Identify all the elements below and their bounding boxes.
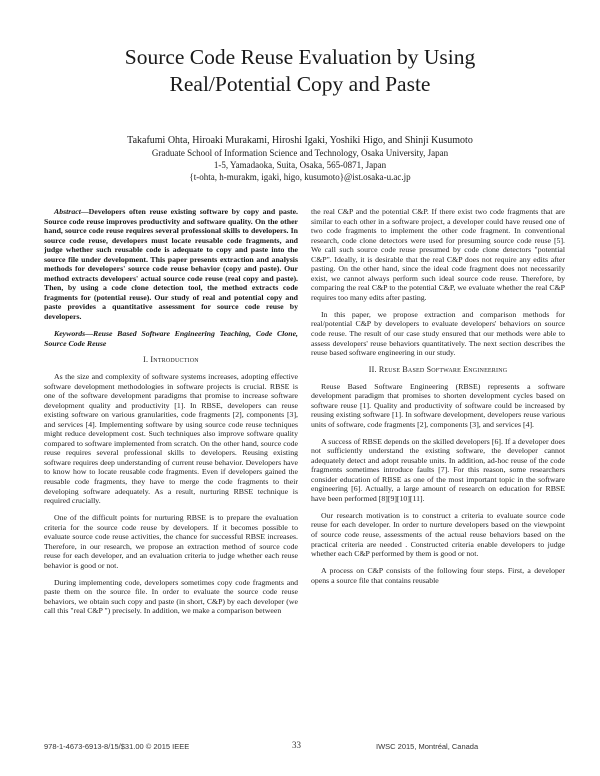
page-number: 33 [292,740,301,750]
author-block [40,134,560,183]
rbse-paragraph-4: A process on C&P consists of the following four steps. First, a developer opens a source file that contains reusable [311,566,565,585]
affiliation: Graduate School of Information Science and Technology, Osaka University, Japan [151,148,449,158]
footer-venue: IWSC 2015, Montréal, Canada [376,742,479,751]
intro-paragraph-3: During implementing code, developers sometimes copy code fragments and paste them on the source file. In order to evaluate the source code reuse behaviors, we obtain such copy and paste (in short, C&P) by each developer (we call this "real C&P ") precisely. In addition, we make a comparison between [44,577,298,616]
keywords-text: —Reuse Based Software Engineering Teaching, Code Clone, Source Code Reuse [44,328,298,348]
address: 1-5, Yamadaoka, Suita, Osaka, 565-0871, Japan [213,160,387,170]
title-line-1: Source Code Reuse Evaluation by Using [124,45,476,69]
intro-paragraph-5: In this paper, we propose extraction and comparison methods for real/potential C&P by developers to evaluate developers' behaviors on source code reuse. The result of our case study ensured that our methods were able to assess developers' reuse behaviors quantitatively. The next section describes the reuse based software engineering in our study. [311,309,565,358]
rbse-paragraph-1: Reuse Based Software Engineering (RBSE) represents a software development paradigm that promises to shorten development cycles based on software reuse [1]. Quality and productivity of software could be increased by reusing existing software [1]. In software development, developers reuse various units of software, code fragments [2], components [3], and services [4]. [311,381,565,429]
rbse-paragraph-2: A success of RBSE depends on the skilled developers [6]. If a developer does not sufficiently understand the existing software, the developer cannot adequately detect and adopt reusable units. In addition, ad-hoc reuse of the code fragments sometimes introduce faults [7]. For this reason, some researchers consider education of RBSE as one of the most important topic in the software engineering [6]. Actually, a large amount of research on education for RBSE have been performed [8][9][10][11]. [311,436,565,503]
paper-title [40,44,560,98]
section-heading-introduction: I. Introduction [143,355,199,365]
keywords [44,329,298,348]
title-line-2: Real/Potential Copy and Paste [169,72,431,96]
left-column [44,207,298,623]
abstract-label: Abstract [54,207,81,216]
intro-paragraph-4: the real C&P and the potential C&P. If there exist two code fragments that are similar to each other in a software project, a developer could have reused one of two code fragments to implement the other code fragment. In conventional research, code clone detectors were used for presuming source code reuse [5]. We call such source code reuse presumed by code clone detectors "potential C&P". Ideally, it is desirable that the real C&P does not require any edits after pasting. On the other hand, since the ideal code fragment does not necessarily exist, we cannot always perform such ideal source code reuse. Therefore, by comparing the real C&P to the potential C&P, we evaluate whether the real C&P requires too many edits after pasting. [311,207,565,302]
abstract [44,207,298,322]
rbse-paragraph-3: Our research motivation is to construct a criteria to evaluate source code reuse for each developer. In order to nurture developers based on the viewpoint of source code reuse, assessments of the actual reuse behaviors based on the practical criteria are needed . Constructed criteria enable developers to judge whether each C&P performed by them is good or not. [311,510,565,559]
emails: {t-ohta, h-murakm, igaki, higo, kusumoto}@ist.osaka-u.ac.jp [189,172,411,182]
right-column [311,207,565,592]
intro-paragraph-2: One of the difficult points for nurturing RBSE is to prepare the evaluation criteria for the source code reuse by developers. If it becomes possible to evaluate source code reuse activities, the chance for successful RBSE increases. Therefore, in our research, we propose an extraction method of source code reuse for each developer, and an evaluation criteria to judge whether each reuse behavior is good or not. [44,513,298,570]
section-heading-rbse: II. Reuse Based Software Engineering [368,364,508,374]
abstract-text: —Developers often reuse existing software by copy and paste. Source code reuse improves productivity and software quality. On the other hand, source code reuse requires several professional skills to developers. In source code reuse, developers must locate reusable code fragments, and judge whether such reusable code is adequate to copy and paste into the source file under development. This paper presents extraction and analysis methods for developers' source code reuse behavior (copy and paste). Our method extracts developers' actual source code reuse (real copy and paste). Then, by using a code clone detection tool, the method extracts code fragments for (potential reuse). Our study of real and potential copy and paste provides a quantitative assessment for source code reuse by developers. [44,207,298,322]
footer-copyright: 978-1-4673-6913-8/15/$31.00 © 2015 IEEE [44,742,190,751]
keywords-label: Keywords [54,328,86,338]
intro-paragraph-1: As the size and complexity of software systems increases, adopting effective software development methodologies in software projects is crucial. RBSE is one of the software development paradigms that promise to increase software development quality and productivity [1]. In RBSE, developers can reuse existing software on various granularities, code fragments [2], components [3], and services [4]. Implementing software by using source code reuse techniques might reduce development cost. Such techniques also improve software quality compared to software implemented from scratch. On the other hand, source code reuse requires several professional skills to developers. Reusing existing software requires deep understanding of current reuse behavior. Developers have to know how to locate reusable code fragments. Even if developers gained the reusable code fragments, they have to merge the code fragments to their developing software adequately. As a result, nurturing RBSE technique is required crucially. [44,371,298,506]
author-names: Takafumi Ohta, Hiroaki Murakami, Hiroshi Igaki, Yoshiki Higo, and Shinji Kusumoto [127,135,473,146]
